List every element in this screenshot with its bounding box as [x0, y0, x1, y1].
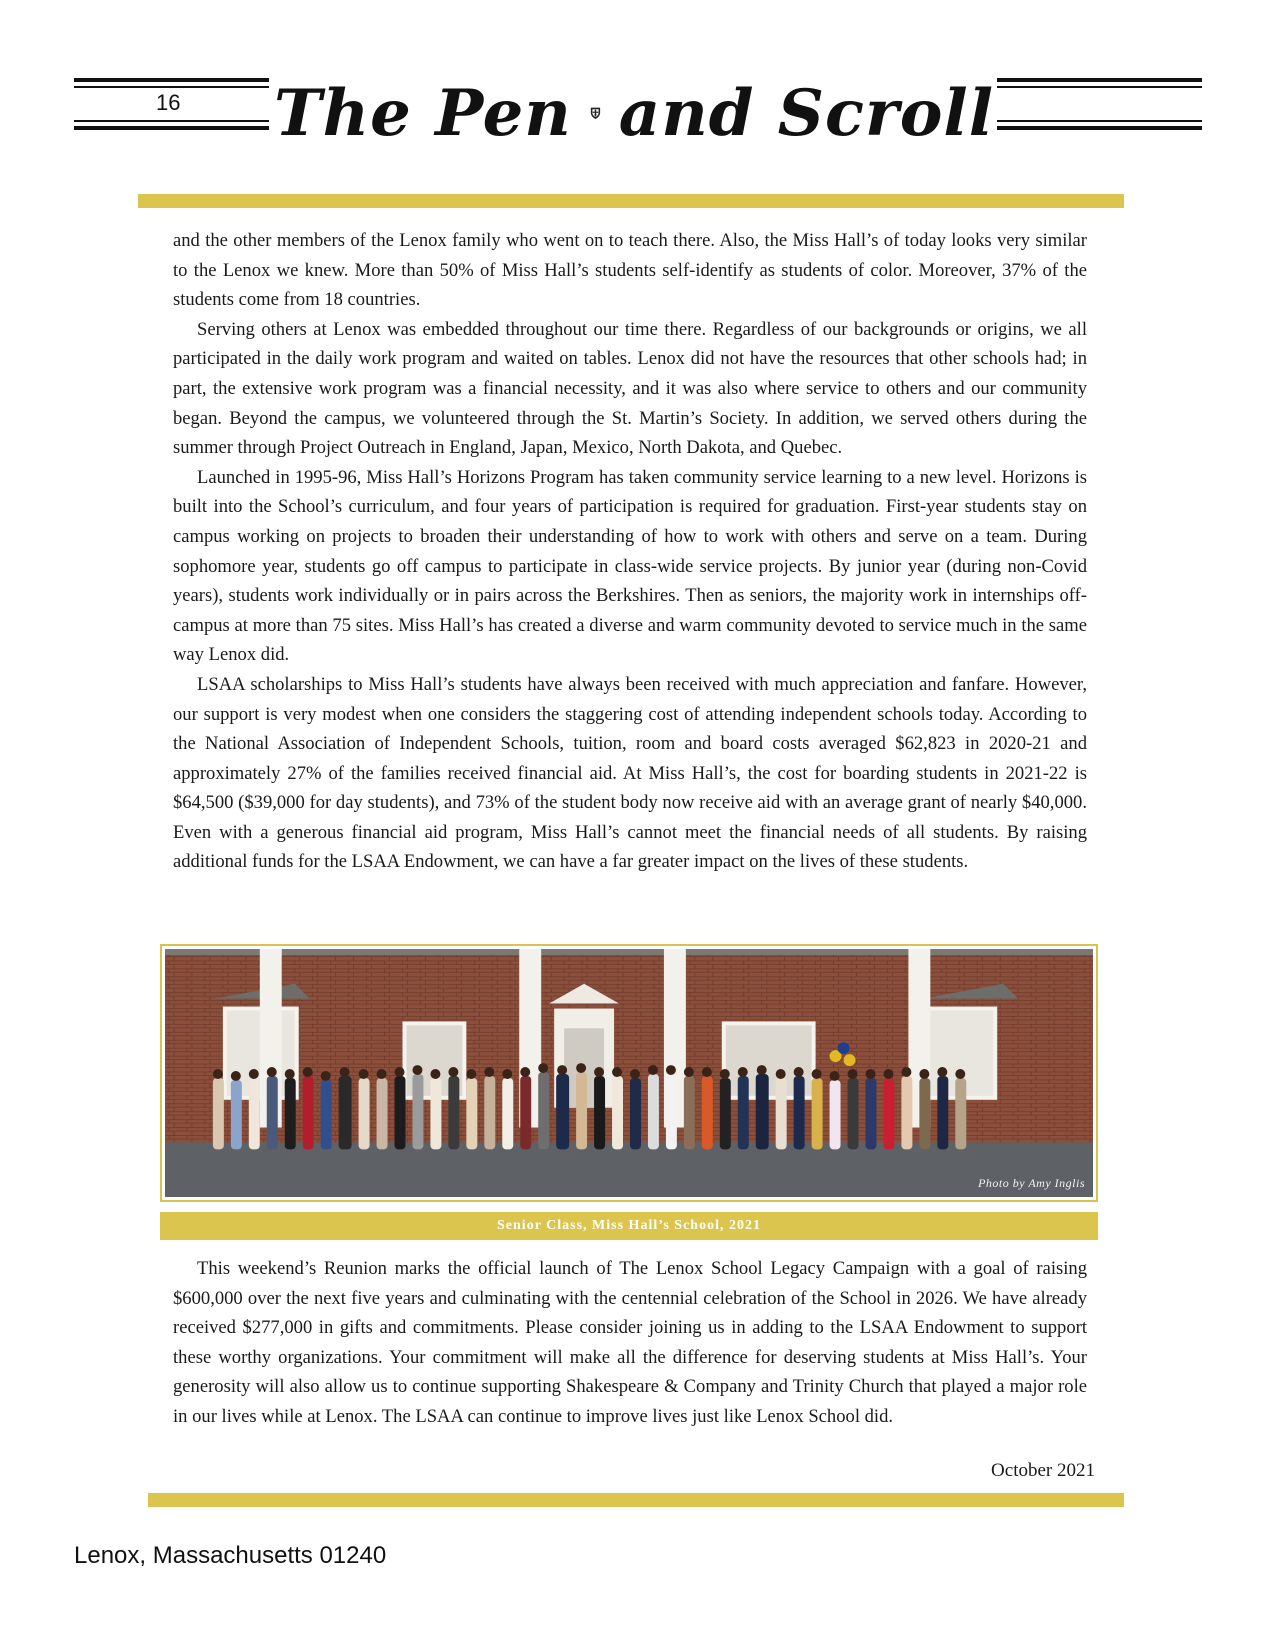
paragraph-4: LSAA scholarships to Miss Hall’s students have always been received with much appreciation and fanfare. However, our support is very modest when one considers the staggering cost of attending independent schools today. According to the National Association of Independent Schools, tuition, room and board costs averaged $62,823 in 2020-21 and approximately 27% of the families received financial aid. At Miss Hall’s, the cost for boarding students in 2021-22 is $64,500 ($39,000 for day students), and 73% of the student body now receive aid with an average grant of nearly $40,000. Even with a generous financial aid program, Miss Hall’s cannot meet the financial needs of all students. By raising additional funds for the LSAA Endowment, we can have a far greater impact on the lives of these students. [173, 673, 1087, 873]
title-part-1: The Pen [274, 75, 572, 151]
paragraph-5: This weekend’s Reunion marks the official launch of The Lenox School Legacy Campaign with a goal of raising $600,000 over the next five years and culminating with the centennial celebration of the School in 2026. We have already received $277,000 in gifts and commitments. Please consider joining us in adding to the LSAA Endowment to support these worthy organizations. Your commitment will make all the difference for deserving students at Miss Hall’s. Your generosity will also allow us to continue supporting Shakespeare & Company and Trinity Church that played a major role in our lives while at Lenox. The LSAA can continue to improve lives just like Lenox School did. [173, 1258, 1087, 1427]
shield-crest-icon [590, 77, 601, 149]
masthead-rules-right [997, 78, 1202, 134]
masthead [74, 68, 1202, 168]
top-gold-bar [138, 194, 1124, 208]
photo-credit: Photo by Amy Inglis [978, 1176, 1085, 1190]
article-body-bottom [173, 1254, 1087, 1432]
paragraph-1: and the other members of the Lenox family who went on to teach there. Also, the Miss Hall’s of today looks very similar to the Lenox we knew. More than 50% of Miss Hall’s students self-identify as students of color. Moreover, 37% of the students come from 18 countries. [173, 230, 1087, 311]
paragraph-3: Launched in 1995-96, Miss Hall’s Horizons Program has taken community service learning to a new level. Horizons is built into the School’s curriculum, and four years of participation is required for graduation. First-year students stay on campus working on projects to broaden their understanding of how to work with others and serve on a team. During sophomore year, students go off campus to participate in class-wide service projects. By junior year (during non-Covid years), students work individually or in pairs across the Berkshires. Then as seniors, the majority work in internships off-campus at more than 75 sites. Miss Hall’s has created a diverse and warm community devoted to service much in the same way Lenox did. [173, 466, 1087, 666]
senior-class-photo [165, 949, 1093, 1197]
title-part-2: and Scroll [618, 75, 994, 151]
paragraph-2: Serving others at Lenox was embedded throughout our time there. Regardless of our backgrounds or origins, we all participated in the daily work program and waited on tables. Lenox did not have the resources that other schools had; in part, the extensive work program was a financial necessity, and it was also where service to others and our community began. Beyond the campus, we volunteered through the St. Martin’s Society. In addition, we served others during the summer through Project Outreach in England, Japan, Mexico, North Dakota, and Quebec. [173, 318, 1087, 459]
publication-title [274, 68, 994, 158]
article-date: October 2021 [991, 1460, 1095, 1481]
footer-address: Lenox, Massachusetts 01240 [74, 1542, 387, 1569]
page-number: 16 [156, 90, 181, 115]
photo-illustration [165, 949, 1093, 1197]
photo-caption: Senior Class, Miss Hall’s School, 2021 [160, 1212, 1098, 1240]
article-body-top [173, 226, 1087, 877]
bottom-gold-bar [148, 1493, 1124, 1507]
senior-class-photo-frame [160, 944, 1098, 1202]
